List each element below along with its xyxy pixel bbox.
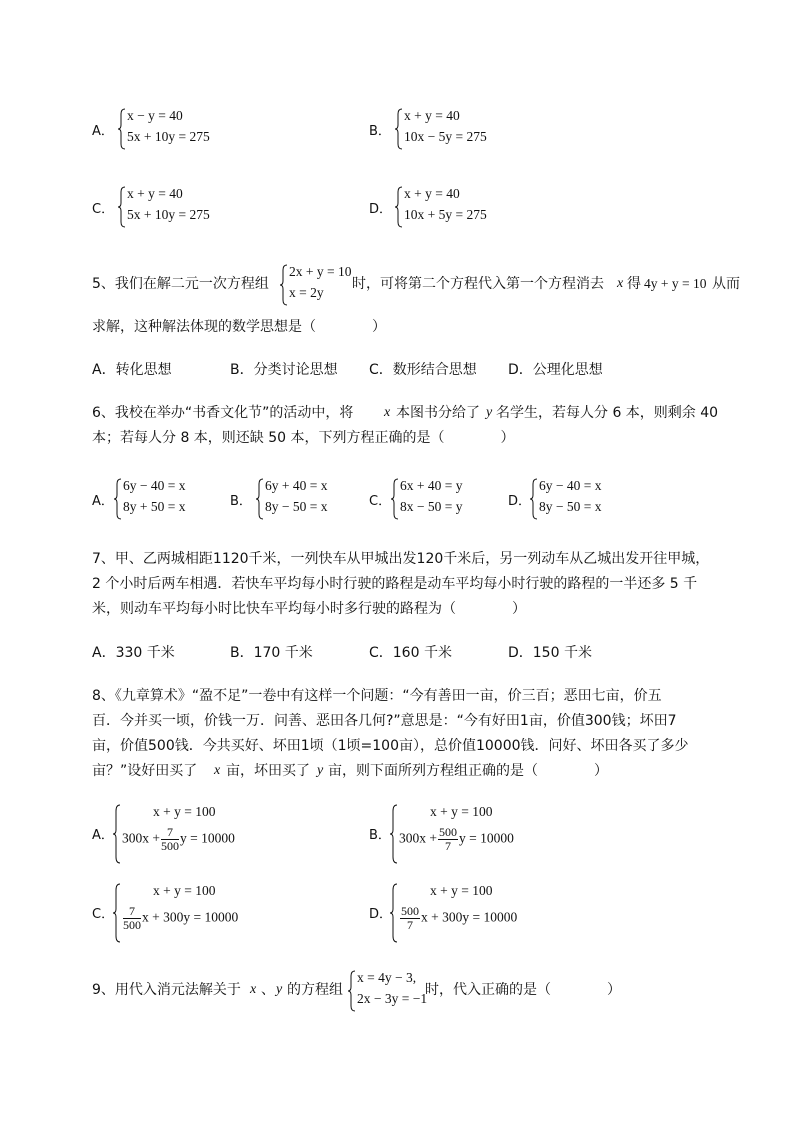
- equation-line-2: 8y − 50 = x: [539, 499, 602, 514]
- option-label: A．: [92, 828, 114, 843]
- q7-option-a[interactable]: A．330 千米: [92, 645, 175, 661]
- q7-line-1: 7、甲、乙两城相距1120千米，一列快车从甲城出发120千米后，另一列动车从乙城出发开往甲城，: [92, 551, 710, 567]
- equation-post: y = 10000: [459, 830, 514, 846]
- q9-text-c: 时，代入正确的是（ ）: [425, 982, 621, 998]
- q8-line-4-a: 亩？”设好田买了: [92, 763, 198, 779]
- equation-line-1: 6x + 40 = y: [400, 478, 463, 493]
- q9-text-b: 的方程组: [287, 982, 343, 998]
- brace-icon: [113, 804, 121, 864]
- q7-option-d[interactable]: D．150 千米: [508, 645, 592, 661]
- q9-sep: 、: [261, 982, 275, 998]
- q9-text-a: 9、用代入消元法解关于: [92, 982, 241, 998]
- equation-line-2: x = 2y: [289, 285, 324, 300]
- fraction: [400, 905, 420, 932]
- q6-line-1-a: 6、我校在举办“书香文化节”的活动中，将: [92, 405, 354, 421]
- brace-icon: [118, 186, 126, 228]
- option-label: B．: [230, 494, 252, 509]
- q5-text-b: 时，可将第二个方程代入第一个方程消去: [352, 276, 604, 292]
- equation-line-2: 5x + 10y = 275: [127, 129, 210, 144]
- equation-line-2: 5x + 10y = 275: [127, 207, 210, 222]
- equation-line-1: x + y = 100: [153, 804, 216, 819]
- denominator: 7: [407, 918, 413, 932]
- option-label: D．: [369, 907, 393, 922]
- equation-line-2: 2x − 3y = −1: [357, 991, 428, 1006]
- q8-var-x: x: [214, 763, 221, 778]
- q5-option-b[interactable]: B．分类讨论思想: [230, 362, 338, 378]
- numerator: 7: [161, 826, 179, 840]
- brace-icon: [391, 478, 399, 520]
- q5-option-c[interactable]: C．数形结合思想: [369, 362, 477, 378]
- equation-line-2: [399, 905, 517, 932]
- brace-icon: [390, 804, 398, 864]
- fraction: [123, 905, 141, 932]
- q7-line-2: 2 个小时后两车相遇．若快车平均每小时行驶的路程是动车平均每小时行驶的路程的一半还多 5 千: [92, 576, 698, 592]
- equation-line-1: x + y = 40: [404, 108, 460, 123]
- equation-line-1: x + y = 40: [404, 186, 460, 201]
- equation-line-1: x + y = 40: [127, 186, 183, 201]
- q8-var-y: y: [317, 763, 324, 778]
- denominator: 7: [445, 839, 451, 853]
- option-label: A．: [92, 494, 114, 509]
- equation-line-2: 10x − 5y = 275: [404, 129, 487, 144]
- brace-icon: [118, 108, 126, 150]
- equation-pre: 300x +: [399, 830, 437, 846]
- brace-icon: [280, 264, 288, 306]
- equation-post: x + 300y = 10000: [142, 909, 239, 925]
- brace-icon: [530, 478, 538, 520]
- q8-line-4-c: 亩，则下面所列方程组正确的是（ ）: [328, 763, 608, 779]
- brace-icon: [348, 970, 356, 1012]
- equation-line-2: [122, 905, 238, 932]
- q6-line-2: 本；若每人分 8 本，则还缺 50 本，下列方程正确的是（ ）: [92, 430, 515, 446]
- denominator: 500: [123, 918, 141, 932]
- equation-line-1: 6y − 40 = x: [539, 478, 602, 493]
- option-label: A．: [92, 124, 114, 139]
- equation-line-1: x + y = 100: [430, 804, 493, 819]
- q6-line-1-c: 名学生，若每人分 6 本，则剩余 40: [496, 405, 719, 421]
- equation-line-2: 8y − 50 = x: [265, 499, 328, 514]
- q5-line-2: 求解，这种解法体现的数学思想是（ ）: [92, 319, 386, 335]
- numerator: 7: [123, 905, 141, 919]
- equation-line-2: 8x − 50 = y: [400, 499, 463, 514]
- equation-line-2: 8y + 50 = x: [123, 499, 186, 514]
- q8-line-1: 8、《九章算术》“盈不足”一卷中有这样一个问题：“今有善田一亩，价三百；恶田七亩，价五: [92, 688, 662, 704]
- q5-var: x: [617, 276, 624, 291]
- fraction: [161, 826, 179, 853]
- fraction: [438, 826, 458, 853]
- q5-text-d: 从而: [712, 276, 740, 292]
- q6-line-1-b: 本图书分给了: [396, 405, 480, 421]
- equation-line-1: x = 4y − 3,: [357, 970, 417, 985]
- equation-line-2: [399, 826, 514, 853]
- q8-line-4-b: 亩，坏田买了: [226, 763, 310, 779]
- q7-option-b[interactable]: B．170 千米: [230, 645, 313, 661]
- equation-line-2: 10x + 5y = 275: [404, 207, 487, 222]
- equation-post: x + 300y = 10000: [421, 909, 518, 925]
- brace-icon: [113, 883, 121, 943]
- q6-var-x: x: [384, 405, 391, 420]
- q9-var-x: x: [250, 982, 257, 997]
- equation-line-1: 6y + 40 = x: [265, 478, 328, 493]
- equation-line-2: [122, 826, 235, 853]
- q5-option-d[interactable]: D．公理化思想: [508, 362, 603, 378]
- option-label: C．: [369, 494, 392, 509]
- q5-option-a[interactable]: A．转化思想: [92, 362, 172, 378]
- q7-option-c[interactable]: C．160 千米: [369, 645, 452, 661]
- q8-line-3: 亩，价值500钱．今共买好、坏田1顷（1顷=100亩），总价值10000钱．问好、坏田各买了多少: [92, 738, 689, 754]
- option-label: B．: [369, 828, 391, 843]
- denominator: 500: [161, 839, 179, 853]
- brace-icon: [395, 108, 403, 150]
- q6-var-y: y: [486, 405, 493, 420]
- equation-line-1: 6y − 40 = x: [123, 478, 186, 493]
- brace-icon: [395, 186, 403, 228]
- option-label: D．: [508, 494, 532, 509]
- q7-line-3: 米，则动车平均每小时比快车平均每小时多行驶的路程为（ ）: [92, 601, 526, 617]
- equation-line-1: x − y = 40: [127, 108, 183, 123]
- equation-line-1: x + y = 100: [153, 883, 216, 898]
- option-label: C．: [92, 202, 115, 217]
- option-label: B．: [369, 124, 391, 139]
- brace-icon: [390, 883, 398, 943]
- equation-post: y = 10000: [180, 830, 235, 846]
- equation-pre: 300x +: [122, 830, 160, 846]
- equation-line-1: x + y = 100: [430, 883, 493, 898]
- brace-icon: [114, 478, 122, 520]
- brace-icon: [256, 478, 264, 520]
- numerator: 500: [401, 904, 419, 918]
- numerator: 500: [439, 825, 457, 839]
- q5-text-c: 得: [627, 276, 641, 292]
- q8-line-2: 百．今并买一顷，价钱一万．问善、恶田各几何?”意思是：“今有好田1亩，价值300钱；坏田7: [92, 713, 677, 729]
- q5-result: 4y + y = 10: [644, 276, 707, 291]
- q9-var-y: y: [276, 982, 283, 997]
- q5-text-a: 5、我们在解二元一次方程组: [92, 276, 269, 292]
- option-label: D．: [369, 202, 393, 217]
- equation-line-1: 2x + y = 10: [289, 264, 352, 279]
- option-label: C．: [92, 907, 115, 922]
